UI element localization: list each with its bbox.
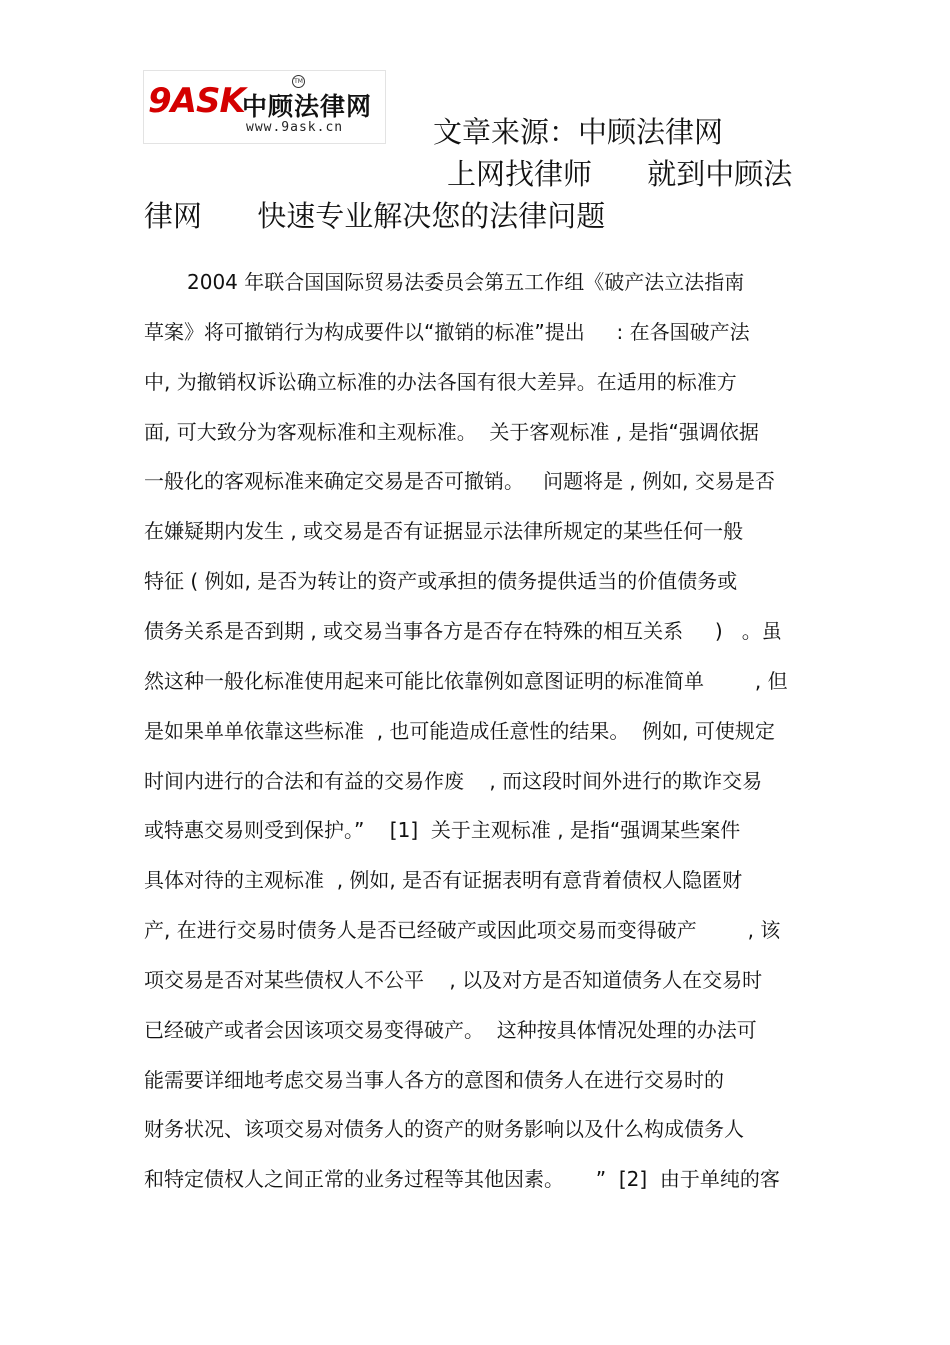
body-line: 然这种一般化标准使用起来可能比依靠例如意图证明的标准简单 , 但 [144,669,788,693]
body-line: 产, 在进行交易时债务人是否已经破产或因此项交易而变得破产 , 该 [144,918,781,942]
body-line: 中, 为撤销权诉讼确立标准的办法各国有很大差异。在适用的标准方 [144,370,737,394]
logo-url: www.9ask.cn [246,120,344,135]
body-line: 2004 年联合国国际贸易法委员会第五工作组《破产法立法指南 [187,270,745,294]
logo-brand: 9ASK [148,81,245,121]
body-line: 特征 ( 例如, 是否为转让的资产或承担的债务提供适当的价值债务或 [144,569,738,593]
body-line: 是如果单单依靠这些标准 , 也可能造成任意性的结果。 例如, 可使规定 [144,719,775,743]
body-line: 时间内进行的合法和有益的交易作废 , 而这段时间外进行的欺诈交易 [144,769,763,793]
logo-name: 中顾法律网 [242,92,373,121]
body-line: 草案》将可撤销行为构成要件以“撤销的标准”提出 : 在各国破产法 [144,320,750,344]
body-line: 一般化的客观标准来确定交易是否可撤销。 问题将是 , 例如, 交易是否 [144,469,775,493]
body-line: 债务关系是否到期 , 或交易当事各方是否存在特殊的相互关系 ) 。虽 [144,619,782,643]
header-source: 文章来源：中顾法律网 [433,115,724,149]
body-line: 在嫌疑期内发生 , 或交易是否有证据显示法律所规定的某些任何一般 [144,519,744,543]
body-line: 或特惠交易则受到保护。” [1] 关于主观标准 , 是指“强调某些案件 [144,818,741,842]
body-line: 财务状况、该项交易对债务人的资产的财务影响以及什么构成债务人 [144,1117,744,1141]
header-slogan-1: 上网找律师 就到中顾法 [447,157,793,191]
body-line: 和特定债权人之间正常的业务过程等其他因素。 ” [2] 由于单纯的客 [144,1167,780,1191]
body-line: 已经破产或者会因该项交易变得破产。 这种按具体情况处理的办法可 [144,1018,757,1042]
body-line: 能需要详细地考虑交易当事人各方的意图和债务人在进行交易时的 [144,1068,724,1092]
header-slogan-2: 律网 快速专业解决您的法律问题 [144,199,606,233]
site-logo[interactable] [143,70,386,144]
body-line: 项交易是否对某些债权人不公平 , 以及对方是否知道债务人在交易时 [144,968,763,992]
body-line: 面, 可大致分为客观标准和主观标准。 关于客观标准 , 是指“强调依据 [144,420,759,444]
trademark-icon: TM [292,75,305,88]
body-line: 具体对待的主观标准 , 例如, 是否有证据表明有意背着债权人隐匿财 [144,868,743,892]
